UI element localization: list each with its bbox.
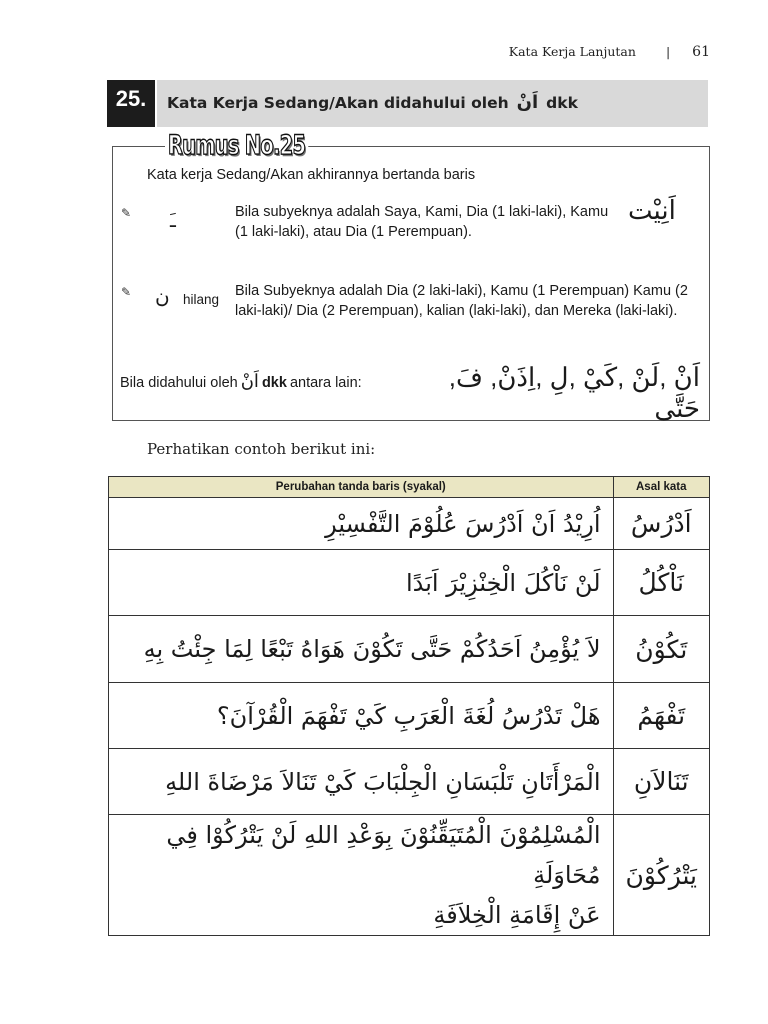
section-title-arabic: اَنْ (516, 92, 539, 113)
particles-lead (120, 371, 362, 392)
header-change: Perubahan tanda baris (syakal) (109, 477, 614, 498)
section-title-bar (107, 80, 708, 127)
examples-note: Perhatikan contoh berikut ini: (147, 440, 376, 458)
lead-before: Bila didahului oleh (120, 375, 238, 391)
running-header (509, 44, 710, 60)
rumus-intro: Kata kerja Sedang/Akan akhirannya bertanda baris (147, 167, 476, 183)
lead-bold: dkk (261, 375, 287, 391)
example-sentence (109, 815, 614, 936)
pencil-icon: ✎ (121, 285, 132, 299)
rule1-text: Bila subyeknya adalah Saya, Kami, Dia (1 laki-laki), Kamu (1 laki-laki), atau Dia (1 Perempuan). (235, 204, 609, 240)
examples-table (108, 476, 710, 936)
root-word: تَنَالاَنِ (613, 749, 709, 815)
nun-symbol: ن (155, 286, 170, 308)
rule1-arabic: اَنِيْت (628, 196, 676, 226)
running-title: Kata Kerja Lanjutan (508, 44, 636, 59)
example-sentence: اُرِيْدُ اَنْ اَدْرُسَ عُلُوْمَ التَّفْسِيْرِ (109, 498, 614, 550)
table-row (109, 749, 710, 815)
section-title-before: Kata Kerja Sedang/Akan didahului oleh (167, 94, 509, 112)
page-number: 61 (692, 44, 710, 60)
rule2-text: Bila Subyeknya adalah Dia (2 laki-laki), Kamu (1 Perempuan) Kamu (2 laki-laki)/ Dia (2 Perempuan), kalian (laki-laki), dan Mereka (laki-laki). (235, 283, 688, 319)
root-word: تَفْهَمُ (613, 683, 709, 749)
example-sentence-line2: عَنْ إِقَامَةِ الْخِلاَفَةِ (433, 901, 601, 929)
root-word: تَكُوْنُ (613, 616, 709, 683)
lead-arabic: اَنْ (240, 371, 259, 391)
table-row (109, 616, 710, 683)
root-word: نَاْكُلُ (613, 550, 709, 616)
section-title (167, 92, 578, 113)
example-sentence-line1: الْمُسْلِمُوْنَ الْمُتَيَقِّنُوْنَ بِوَعْدِ اللهِ لَنْ يَتْرُكُوْا فِي مُحَاوَلَةِ (166, 821, 601, 889)
section-number: 25. (107, 80, 155, 127)
section-title-after: dkk (546, 94, 578, 112)
table-row (109, 498, 710, 550)
header-separator: | (665, 44, 671, 59)
example-sentence: الْمَرْأَتَانِ تَلْبَسَانِ الْجِلْبَابَ كَيْ تَنَالاَ مَرْضَاةَ اللهِ (109, 749, 614, 815)
header-root: Asal kata (613, 477, 709, 498)
fathah-symbol: ـَ (170, 210, 176, 232)
table-header-row (109, 477, 710, 498)
example-sentence: هَلْ تَدْرُسُ لُغَةَ الْعَرَبِ كَيْ تَفْهَمَ الْقُرْآنَ؟ (109, 683, 614, 749)
root-word: يَتْرُكُوْنَ (613, 815, 709, 936)
example-sentence: لاَ يُؤْمِنُ اَحَدُكُمْ حَتَّى تَكُوْنَ هَوَاهُ تَبْعًا لِمَا جِئْتُ بِهِ (109, 616, 614, 683)
table-row (109, 683, 710, 749)
table-row (109, 550, 710, 616)
rumus-label: Rumus No.25 (165, 130, 308, 161)
root-word: اَدْرُسُ (613, 498, 709, 550)
particles-list: اَنْ ,لَنْ ,كَيْ ,لِ ,اِذَنْ, فَ, حَتَّى (448, 362, 700, 423)
table-row (109, 815, 710, 936)
pencil-icon: ✎ (121, 206, 132, 220)
example-sentence: لَنْ نَاْكُلَ الْخِنْزِيْرَ اَبَدًا (109, 550, 614, 616)
lead-after: antara lain: (289, 375, 362, 391)
hilang-label: hilang (183, 292, 220, 307)
